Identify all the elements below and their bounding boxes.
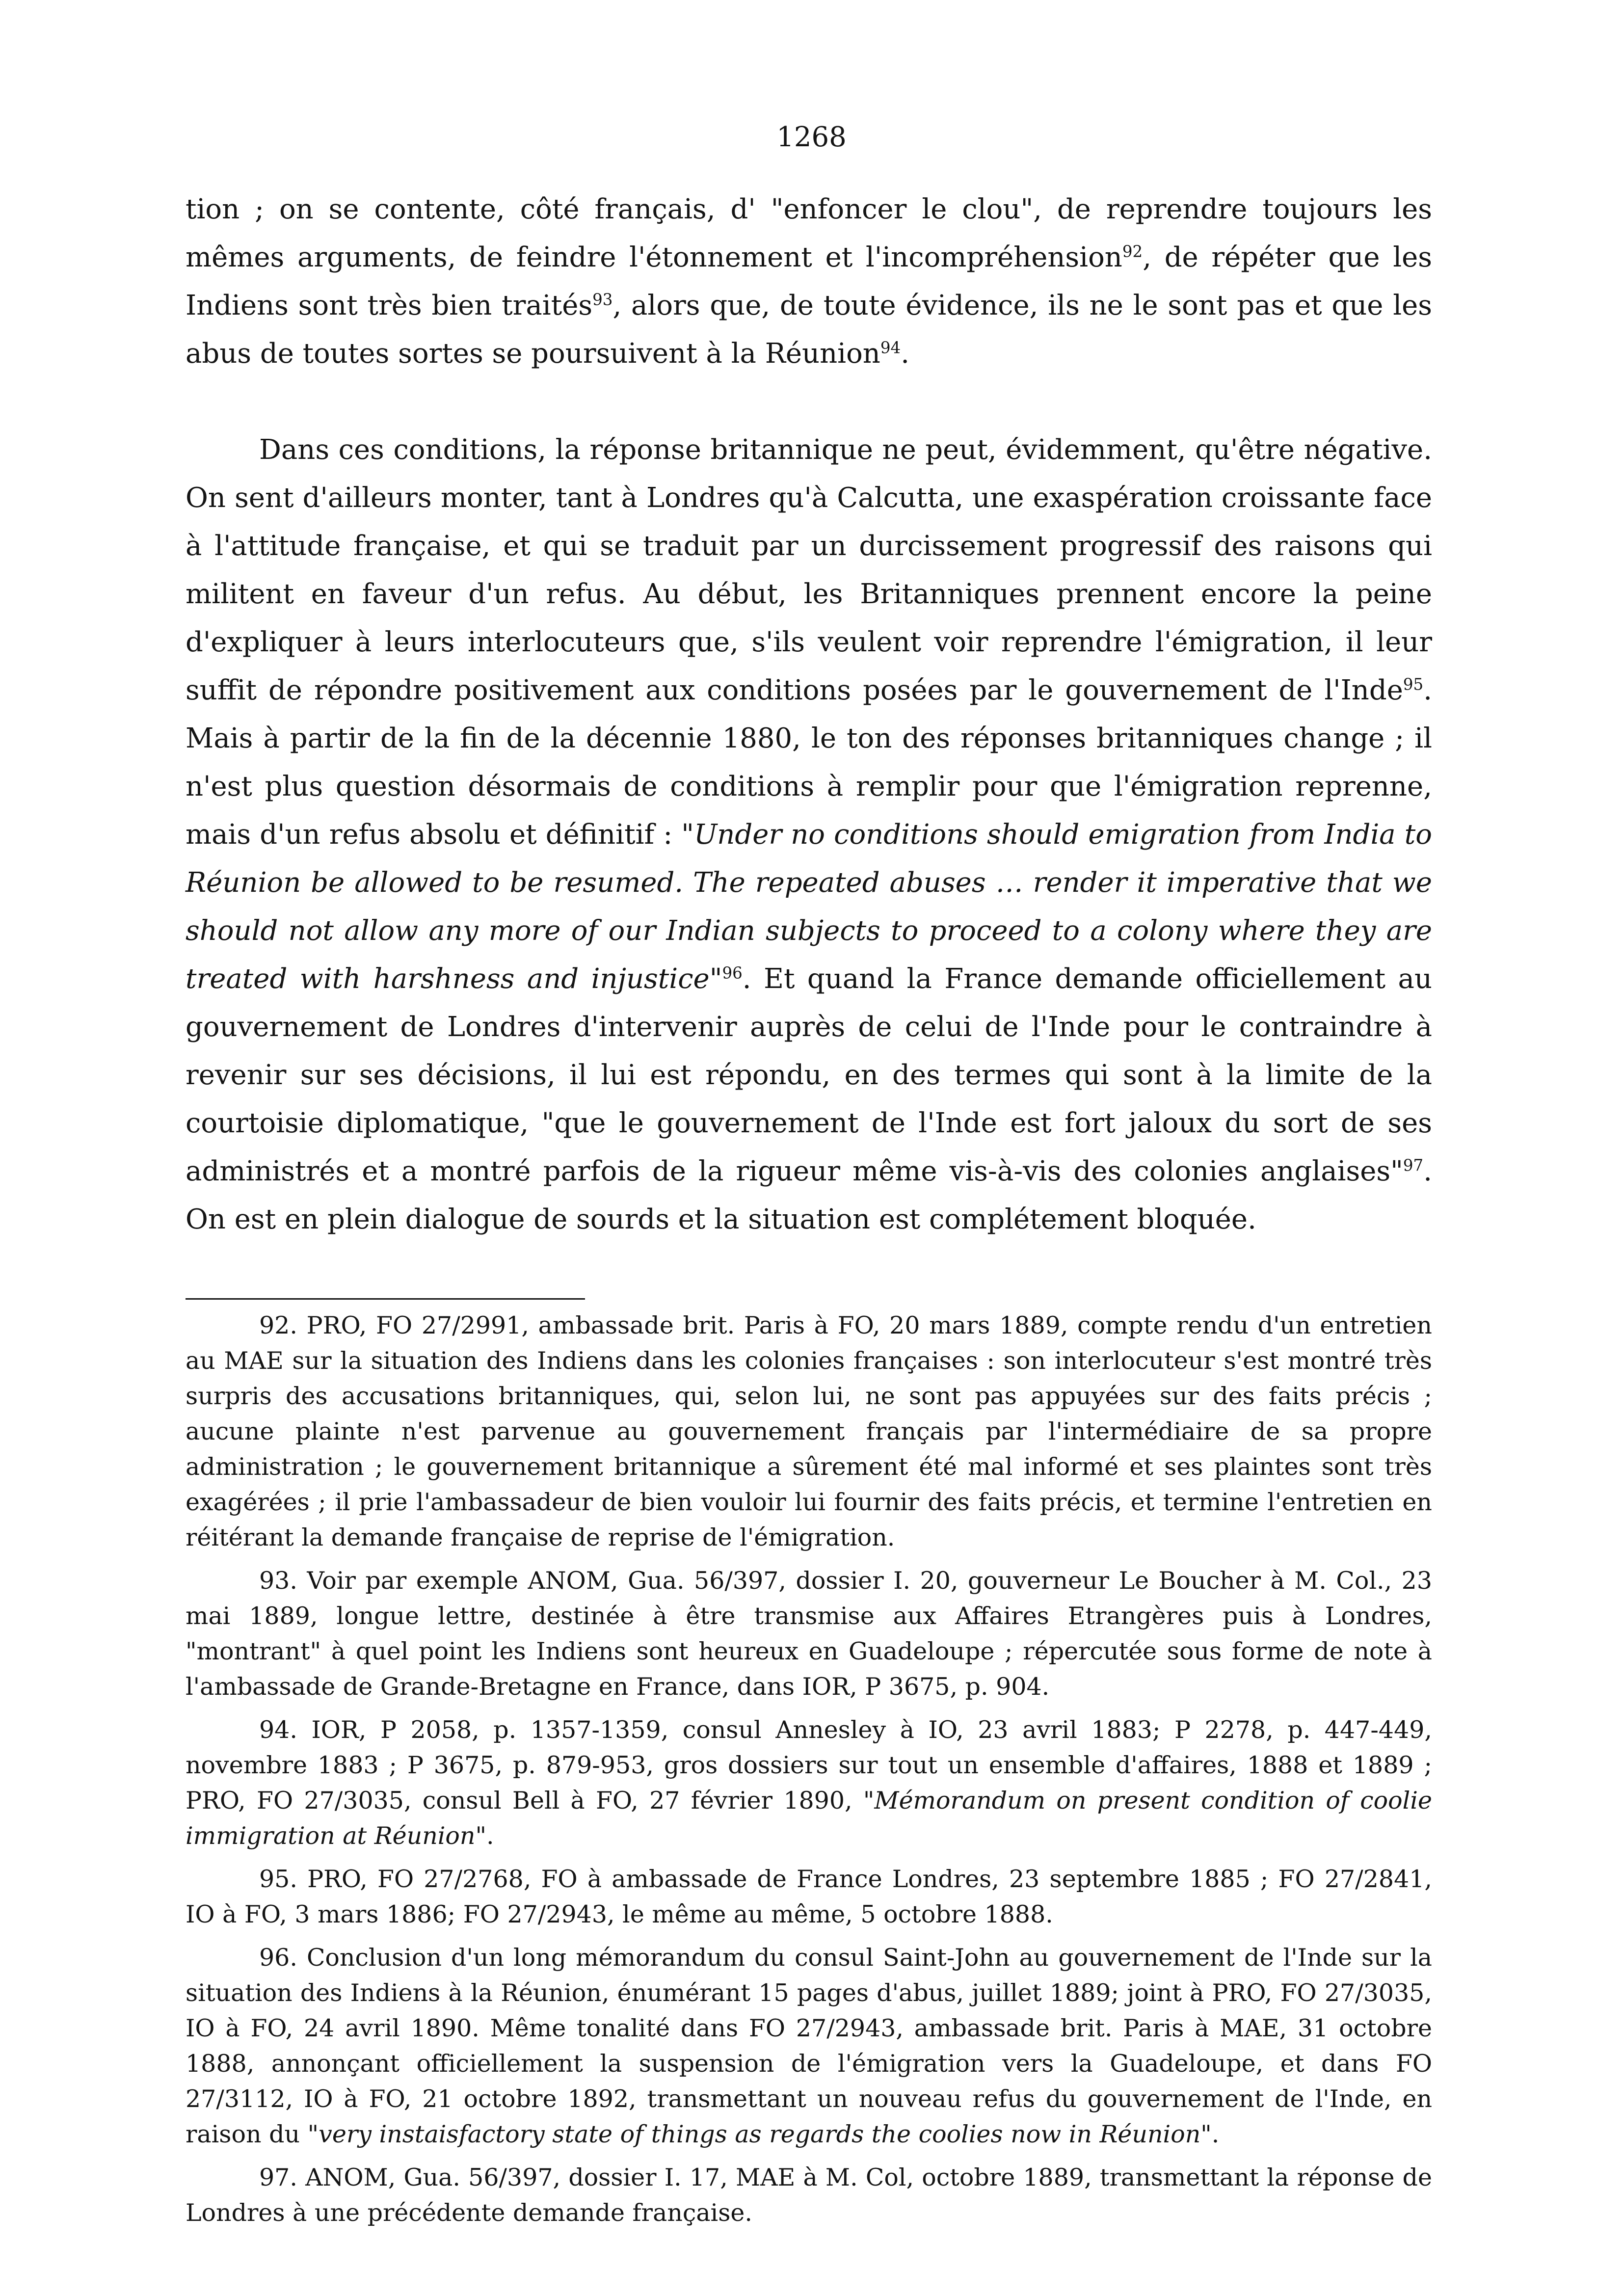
footnote-94 (186, 1712, 1432, 1854)
paragraph-1 (186, 186, 1432, 378)
body-text (186, 186, 1432, 1244)
footnote-separator (186, 1298, 585, 1300)
paragraph-2 (186, 426, 1432, 1244)
paragraph-2-text-a: Dans ces conditions, la réponse britannique ne peut, évidemment, qu'être négative. On sent d'ailleurs monter, tant à Londres qu'à Calcutta, une exaspération croissante face à l'attitude française, et qui se traduit par un durcissement progressif des raisons qui militent en faveur d'un refus. Au début, les Britanniques prennent encore la peine d'expliquer à leurs interlocuteurs que, s'ils veulent voir reprendre l'émigration, il leur suffit de répondre positivement aux conditions posées par le gouvernement de l'Inde (186, 434, 1432, 706)
footnote-ref-96[interactable]: 96 (722, 963, 743, 983)
footnote-ref-95[interactable]: 95 (1403, 675, 1424, 694)
footnote-96-quote: very instaisfactory state of things as regards the coolies now in Réunion (319, 2120, 1201, 2148)
footnotes (186, 1308, 1432, 2239)
paragraph-1-text-b: , de répéter que les Indiens sont très bien traités (186, 241, 1432, 321)
footnote-96-text-b: ". (1200, 2120, 1220, 2148)
paragraph-2-text-c: " (709, 963, 722, 995)
paragraph-2-text-d: . Et quand la France demande officiellement au gouvernement de Londres d'intervenir auprès de celui de l'Inde pour le contraindre à revenir sur ses décisions, il lui est répondu, en des termes qui sont à la limite de la courtoisie diplomatique, "que le gouvernement de l'Inde est fort jaloux du sort de ses administrés et a montré parfois de la rigueur même vis-à-vis des colonies anglaises" (186, 963, 1433, 1187)
footnote-92: 92. PRO, FO 27/2991, ambassade brit. Paris à FO, 20 mars 1889, compte rendu d'un entretien au MAE sur la situation des Indiens dans les colonies françaises : son interlocuteur s'est montré très surpris des accusations britanniques, qui, selon lui, ne sont pas appuyées sur des faits précis ; aucune plainte n'est parvenue au gouvernement français par l'intermédiaire de sa propre administration ; le gouvernement britannique a sûrement été mal informé et ses plaintes sont très exagérées ; il prie l'ambassadeur de bien vouloir lui fournir des faits précis, et termine l'entretien en réitérant la demande française de reprise de l'émigration. (186, 1311, 1432, 1551)
english-quotation: Under no conditions should emigration from India to Réunion be allowed to be resumed. The repeated abuses … render it imperative that we should not allow any more of our Indian subjects to proceed to a colony where they are treated with harshness and injustice (186, 819, 1432, 995)
paragraph-1-text-a: tion ; on se contente, côté français, d' "enfoncer le clou", de reprendre toujours les mêmes arguments, de feindre l'étonnement et l'incompréhension (186, 193, 1432, 273)
paragraph-1-text-d: . (901, 338, 909, 370)
footnote-96 (186, 1940, 1432, 2152)
paragraph-2-text-e: . On est en plein dialogue de sourds et la situation est complétement bloquée. (186, 1155, 1432, 1235)
footnote-96-text-a: 96. Conclusion d'un long mémorandum du consul Saint-John au gouvernement de l'Inde sur la situation des Indiens à la Réunion, énumérant 15 pages d'abus, juillet 1889; joint à PRO, FO 27/3035, IO à FO, 24 avril 1890. Même tonalité dans FO 27/2943, ambassade brit. Paris à MAE, 31 octobre 1888, annonçant officiellement la suspension de l'émigration vers la Guadeloupe, et dans FO 27/3112, IO à FO, 21 octobre 1892, transmettant un nouveau refus du gouvernement de l'Inde, en raison du " (186, 1944, 1432, 2148)
footnote-95: 95. PRO, FO 27/2768, FO à ambassade de France Londres, 23 septembre 1885 ; FO 27/2841, IO à FO, 3 mars 1886; FO 27/2943, le même au même, 5 octobre 1888. (186, 1865, 1432, 1928)
footnote-94-text-a: 94. IOR, P 2058, p. 1357-1359, consul Annesley à IO, 23 avril 1883; P 2278, p. 447-449, novembre 1883 ; P 3675, p. 879-953, gros dossiers sur tout un ensemble d'affaires, 1888 et 1889 ; PRO, FO 27/3035, consul Bell à FO, 27 février 1890, " (186, 1716, 1432, 1815)
footnote-ref-93[interactable]: 93 (592, 290, 613, 309)
paragraph-2-text-b: . Mais à partir de la fin de la décennie 1880, le ton des réponses britanniques change ; il n'est plus question désormais de conditions à remplir pour que l'émigration reprenne, mais d'un refus absolu et définitif : " (186, 674, 1432, 851)
page-number: 1268 (776, 121, 847, 153)
footnote-97: 97. ANOM, Gua. 56/397, dossier I. 17, MAE à M. Col, octobre 1889, transmettant la réponse de Londres à une précédente demande française. (186, 2163, 1432, 2227)
footnote-93: 93. Voir par exemple ANOM, Gua. 56/397, dossier I. 20, gouverneur Le Boucher à M. Col., 23 mai 1889, longue lettre, destinée à être transmise aux Affaires Etrangères puis à Londres, "montrant" à quel point les Indiens sont heureux en Guadeloupe ; répercutée sous forme de note à l'ambassade de Grande-Bretagne en France, dans IOR, P 3675, p. 904. (186, 1567, 1432, 1701)
footnote-94-text-b: ". (475, 1822, 494, 1850)
paragraph-1-text-c: , alors que, de toute évidence, ils ne le sont pas et que les abus de toutes sortes se poursuivent à la Réunion (186, 290, 1433, 370)
footnote-ref-97[interactable]: 97 (1403, 1156, 1424, 1175)
footnote-ref-94[interactable]: 94 (880, 338, 901, 357)
footnote-94-title: Mémorandum on present condition of coolie immigration at Réunion (186, 1787, 1432, 1850)
footnote-ref-92[interactable]: 92 (1122, 242, 1143, 261)
